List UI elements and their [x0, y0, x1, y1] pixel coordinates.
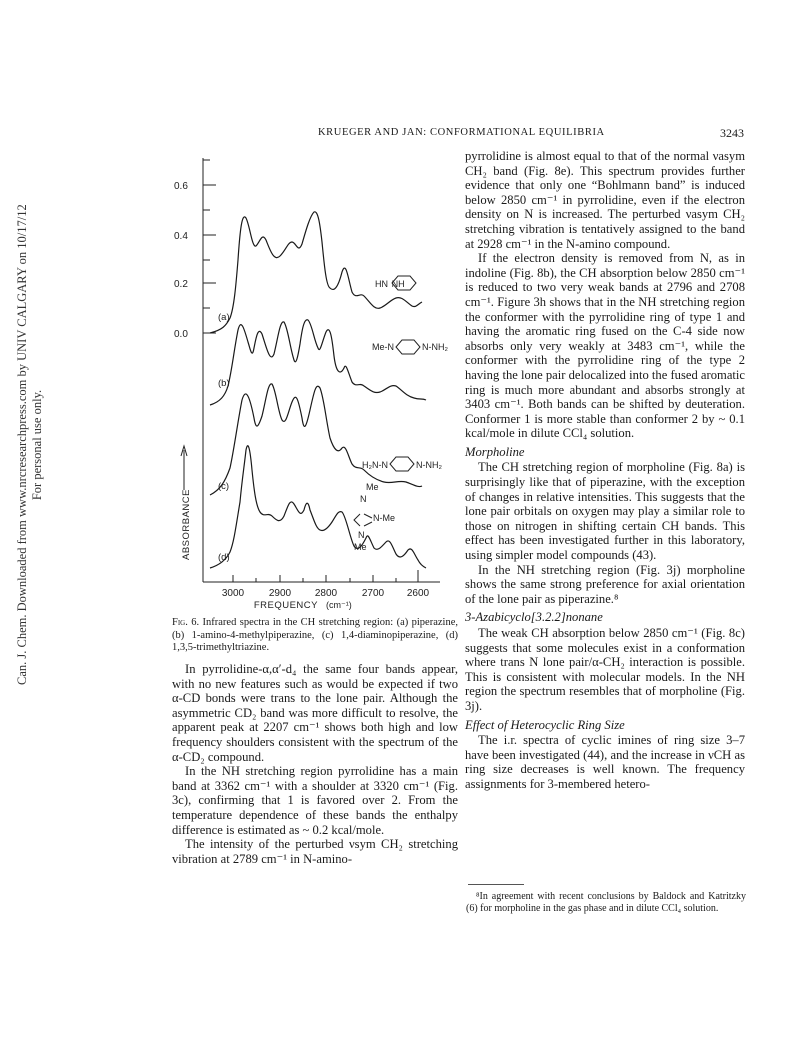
figure-6	[170, 150, 460, 610]
paragraph: In pyrrolidine-α,α′-d₄ the same four bands appear, with no new features such as would be expected if two α-CD bonds were trans to the lone pair. Although the asymmetric CD₂ band was more difficult to resolve, the apparent peak at 2207 cm⁻¹ shows both high and low frequency shoulders consistent with the spectrum of the α-CD₂ compound.	[172, 662, 458, 764]
y-tick-label: 0.4	[174, 231, 188, 242]
structure-b-left: Me-N	[372, 342, 394, 352]
page-number: 3243	[720, 126, 744, 140]
y-axis-label: ABSORBANCE	[181, 489, 192, 560]
footnote-rule	[468, 884, 524, 885]
paragraph: The CH stretching region of morpholine (Fig. 8a) is surprisingly like that of piperazine, with the exception of changes in relative intensities. This suggests that the lone pair orbitals on oxygen may play a similar role to those on nitrogen in shifting certain CH bands. This effect has been investigated further in this laboratory, using simpler model compounds (43).	[465, 460, 745, 563]
curve-label-c: (c)	[218, 481, 230, 492]
y-tick-label: 0.0	[174, 329, 188, 340]
structure-d-me-bottom: Me	[354, 542, 367, 552]
running-title: KRUEGER AND JAN: CONFORMATIONAL EQUILIBRIA	[318, 127, 605, 138]
y-tick-label: 0.2	[174, 279, 188, 290]
download-notice	[0, 200, 60, 720]
right-column	[465, 149, 745, 792]
diaminopiperazine-structure	[390, 457, 414, 471]
x-tick-label: 2600	[406, 588, 430, 599]
paragraph: The intensity of the perturbed νsym CH₂ stretching vibration at 2789 cm⁻¹ in N-amino-	[172, 837, 458, 866]
paragraph: The i.r. spectra of cyclic imines of ring size 3–7 have been investigated (44), and the increase in νCH as ring size decreases is well known. The frequency assignments for 3-membered hetero-	[465, 733, 745, 791]
paragraph: The weak CH absorption below 2850 cm⁻¹ (Fig. 8c) suggests that some molecules exist in a conformation where trans N lone pair/α-CH₂ interaction is possible. This is consistent with molecular models. In the NH region the spectrum resembles that of morpholine (Fig. 3j).	[465, 626, 745, 713]
methylaminopiperazine-structure	[396, 340, 420, 354]
figure-caption-text: Infrared spectra in the CH stretching region: (a) piperazine, (b) 1-amino-4-methylpiperazine, (c) 1,4-diaminopiperazine, (d) 1,3,5-trimethyltriazine.	[172, 617, 458, 653]
paragraph: If the electron density is removed from N, as in indoline (Fig. 8b), the CH absorption below 2850 cm⁻¹ is reduced to two very weak bands at 2796 and 2708 cm⁻¹. Figure 3h shows that in the NH stretching region the conformer with the pyrrolidine ring of type 1 and having the aromatic ring fused on the C-4 side now absorbs only very weakly at 3483 cm⁻¹, while the conformer with the pyrrolidine ring of the type 2 having the lone pair delocalized into the fused aromatic ring is much more abundant and absorbs strongly at 3403 cm⁻¹. Both bands can be shifted by deuteration. Conformer 1 is more stable than conformer 2 by ~ 0.1 kcal/mole in dilute CCl₄ solution.	[465, 251, 745, 441]
footnote-text: ⁸In agreement with recent conclusions by Baldock and Katritzky (6) for morpholine in the gas phase and in dilute CCl₄ solution.	[466, 891, 746, 914]
ir-spectra-plot	[170, 150, 460, 610]
x-axis-unit: (cm⁻¹)	[326, 600, 352, 610]
structure-c-right: N-NH₂	[416, 460, 442, 470]
download-notice-line1: Can. J. Chem. Downloaded from www.nrcresearchpress.com by UNIV CALGARY on 10/17/12	[15, 204, 29, 685]
x-tick-label: 2800	[314, 588, 338, 599]
section-heading-morpholine: Morpholine	[465, 444, 525, 459]
x-axis-label: FREQUENCY	[253, 600, 318, 610]
figure-caption-label: Fig. 6.	[172, 617, 200, 628]
spectrum-b	[210, 320, 426, 405]
paragraph: pyrrolidine is almost equal to that of the normal νasym CH₂ band (Fig. 8e). This spectrum provides further evidence that only one “Bohlmann band” is induced below 2850 cm⁻¹ in pyrrolidine, even if the electron density on N is increased. The perturbed νasym CH₂ stretching vibration is tentatively assigned to the band at 2928 cm⁻¹ in the N-amino compound.	[465, 149, 745, 251]
left-column	[172, 662, 458, 866]
spectrum-d	[210, 446, 426, 568]
structure-d-n-top: N	[360, 494, 367, 504]
x-tick-label: 2900	[268, 588, 292, 599]
trimethyltriazine-structure	[354, 514, 372, 526]
curve-label-d: (d)	[218, 552, 230, 563]
footnote	[466, 891, 746, 914]
section-heading-azabicyclononane: 3-Azabicyclo[3.2.2]nonane	[465, 610, 603, 625]
curve-label-b: (b)	[218, 378, 230, 389]
figure-caption	[172, 617, 458, 655]
download-notice-line2: For personal use only.	[30, 389, 44, 501]
structure-d-me-top: Me	[366, 482, 379, 492]
structure-c-left: H₂N-N	[362, 460, 388, 470]
running-header	[0, 127, 812, 143]
structure-d-n-bottom: N	[358, 530, 365, 540]
spectrum-c	[210, 384, 422, 495]
structure-d-n-right: N-Me	[373, 513, 395, 523]
y-tick-label: 0.6	[174, 181, 188, 192]
structure-a-label: HN NH	[375, 279, 405, 289]
structure-b-right: N-NH₂	[422, 342, 448, 352]
section-heading-ring-size: Effect of Heterocyclic Ring Size	[465, 717, 625, 732]
x-tick-label: 2700	[361, 588, 385, 599]
paragraph: In the NH stretching region (Fig. 3j) morpholine shows the same strong preference for axial orientation of the lone pair as piperazine.⁸	[465, 562, 745, 606]
spectrum-a	[210, 212, 422, 333]
x-tick-label: 3000	[221, 588, 245, 599]
paragraph: In the NH stretching region pyrrolidine has a main band at 3362 cm⁻¹ with a shoulder at 3320 cm⁻¹ (Fig. 3c), confirming that 1 is favored over 2. From the temperature dependence of these bands the enthalpy difference is estimated as ~ 0.2 kcal/mole.	[172, 764, 458, 837]
curve-label-a: (a)	[218, 312, 230, 323]
